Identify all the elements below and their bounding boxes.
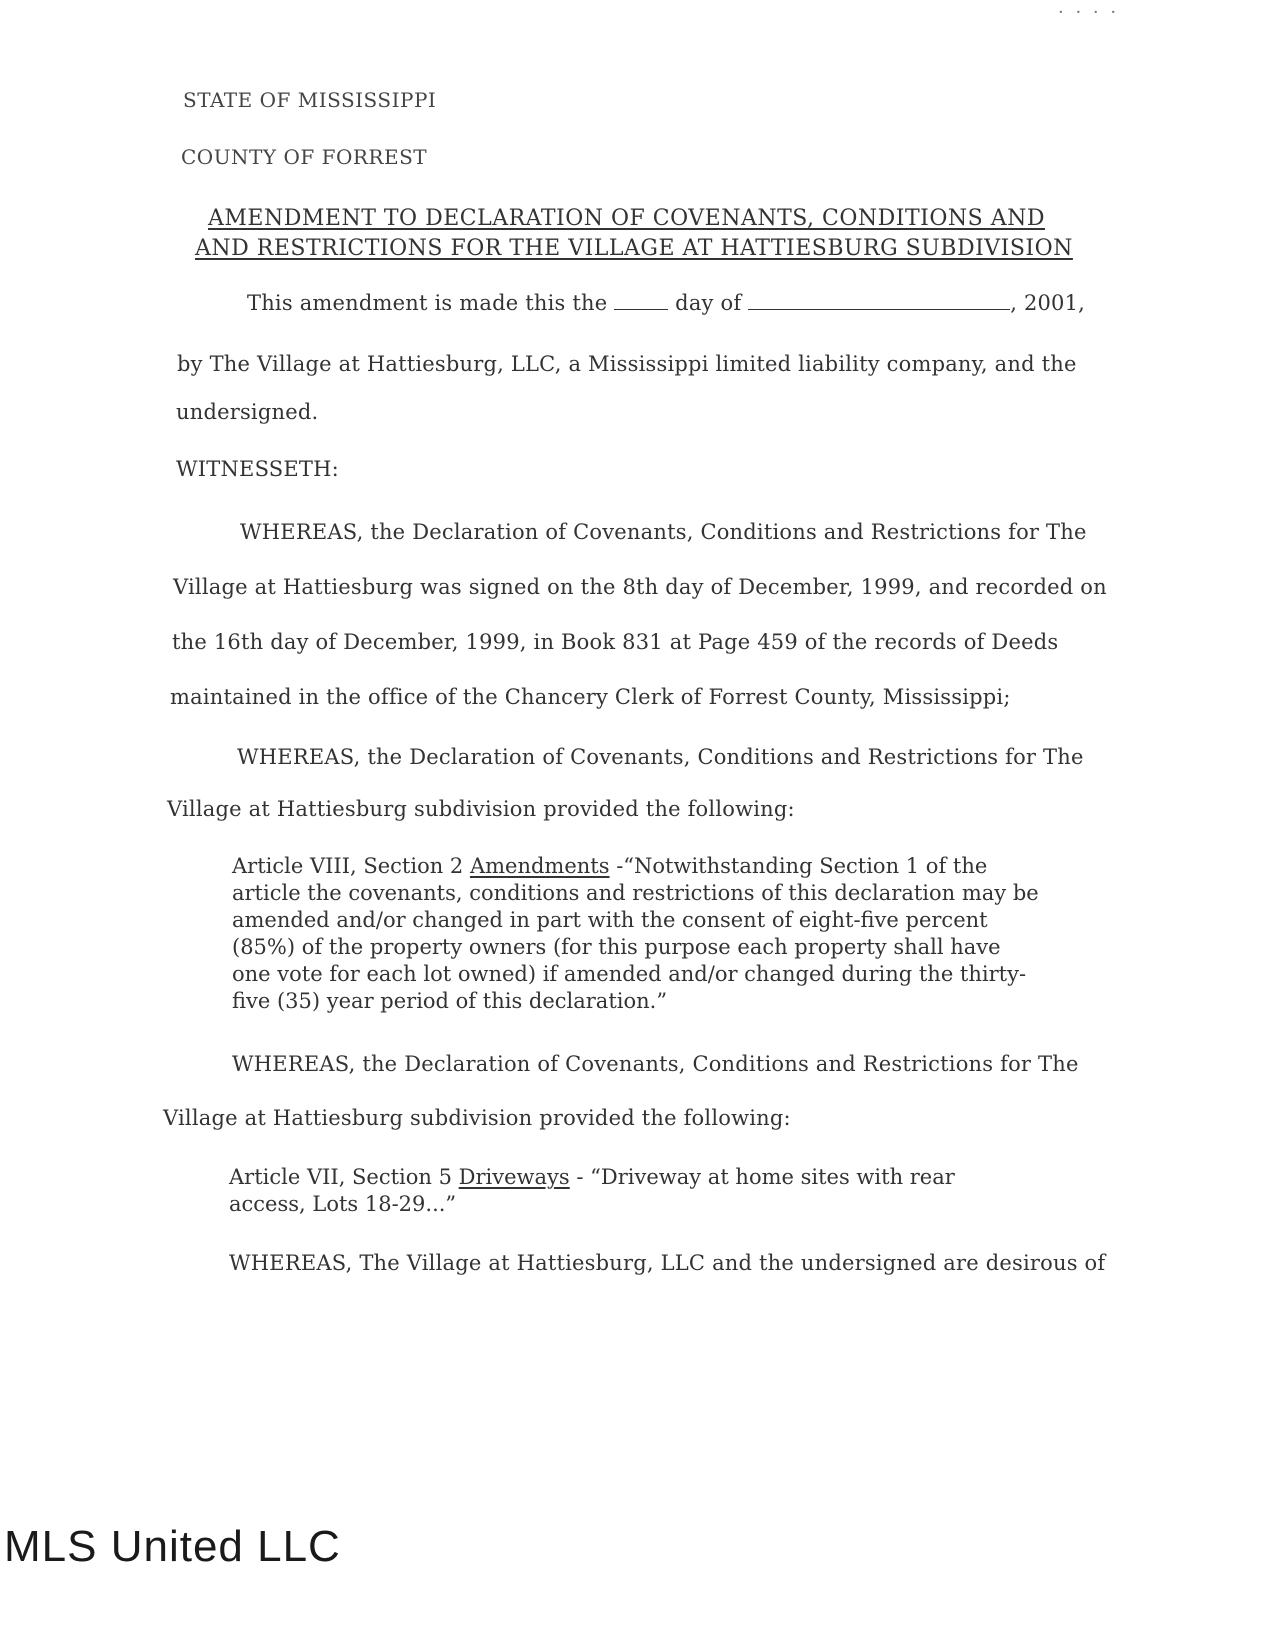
quote2-rest: - “Driveway at home sites with rear xyxy=(569,1165,955,1189)
whereas2-line-1: WHEREAS, the Declaration of Covenants, Conditions and Restrictions for The xyxy=(237,745,1084,769)
quote1-line-4: (85%) of the property owners (for this purpose each property shall have xyxy=(232,935,1001,959)
quote1-line-5: one vote for each lot owned) if amended and/or changed during the thirty- xyxy=(232,962,1027,986)
whereas3-line-2: Village at Hattiesburg subdivision provided the following: xyxy=(163,1106,791,1130)
witnesseth: WITNESSETH: xyxy=(176,457,339,481)
whereas1-line-1: WHEREAS, the Declaration of Covenants, Conditions and Restrictions for The xyxy=(240,520,1087,544)
intro-text-3: , 2001, xyxy=(1010,291,1086,315)
title-line-2: AND RESTRICTIONS FOR THE VILLAGE AT HATTIESBURG SUBDIVISION xyxy=(195,236,1073,261)
intro-line-2: by The Village at Hattiesburg, LLC, a Mississippi limited liability company, and the xyxy=(177,352,1077,376)
month-blank xyxy=(748,291,1010,310)
intro-text-2: day of xyxy=(675,291,742,315)
quote1-lead: Article VIII, Section 2 xyxy=(232,854,470,878)
day-blank xyxy=(614,291,668,310)
intro-line-1 xyxy=(247,291,1085,315)
article-vii-quote xyxy=(229,1164,955,1218)
quote2-heading: Driveways xyxy=(458,1165,570,1189)
quote1-line-2: article the covenants, conditions and restrictions of this declaration may be xyxy=(232,881,1039,905)
intro-text-1: This amendment is made this the xyxy=(247,291,608,315)
whereas1-line-2: Village at Hattiesburg was signed on the 8th day of December, 1999, and recorded on xyxy=(173,575,1107,599)
state-heading: STATE OF MISSISSIPPI xyxy=(183,88,437,112)
corner-mark: · · · · xyxy=(1058,2,1120,23)
whereas3-line-1: WHEREAS, the Declaration of Covenants, Conditions and Restrictions for The xyxy=(232,1052,1079,1076)
whereas4-line-1: WHEREAS, The Village at Hattiesburg, LLC and the undersigned are desirous of xyxy=(229,1251,1106,1275)
title-line-1: AMENDMENT TO DECLARATION OF COVENANTS, CONDITIONS AND xyxy=(208,206,1045,231)
whereas2-line-2: Village at Hattiesburg subdivision provided the following: xyxy=(167,797,795,821)
quote1-rest: -“Notwithstanding Section 1 of the xyxy=(609,854,988,878)
quote2-line-1 xyxy=(229,1164,955,1191)
article-viii-quote xyxy=(232,853,1039,1015)
quote2-line-2: access, Lots 18-29...” xyxy=(229,1192,457,1216)
whereas1-line-4: maintained in the office of the Chancery Clerk of Forrest County, Mississippi; xyxy=(170,685,1011,709)
whereas1-line-3: the 16th day of December, 1999, in Book 831 at Page 459 of the records of Deeds xyxy=(172,630,1059,654)
quote1-line-1 xyxy=(232,853,1039,880)
quote1-line-3: amended and/or changed in part with the consent of eight-five percent xyxy=(232,908,988,932)
mls-watermark: MLS United LLC xyxy=(4,1522,341,1571)
quote1-line-6: five (35) year period of this declaration.” xyxy=(232,989,668,1013)
county-heading: COUNTY OF FORREST xyxy=(181,145,428,169)
intro-line-3: undersigned. xyxy=(176,400,319,424)
quote2-lead: Article VII, Section 5 xyxy=(229,1165,459,1189)
quote1-heading: Amendments xyxy=(469,854,610,878)
